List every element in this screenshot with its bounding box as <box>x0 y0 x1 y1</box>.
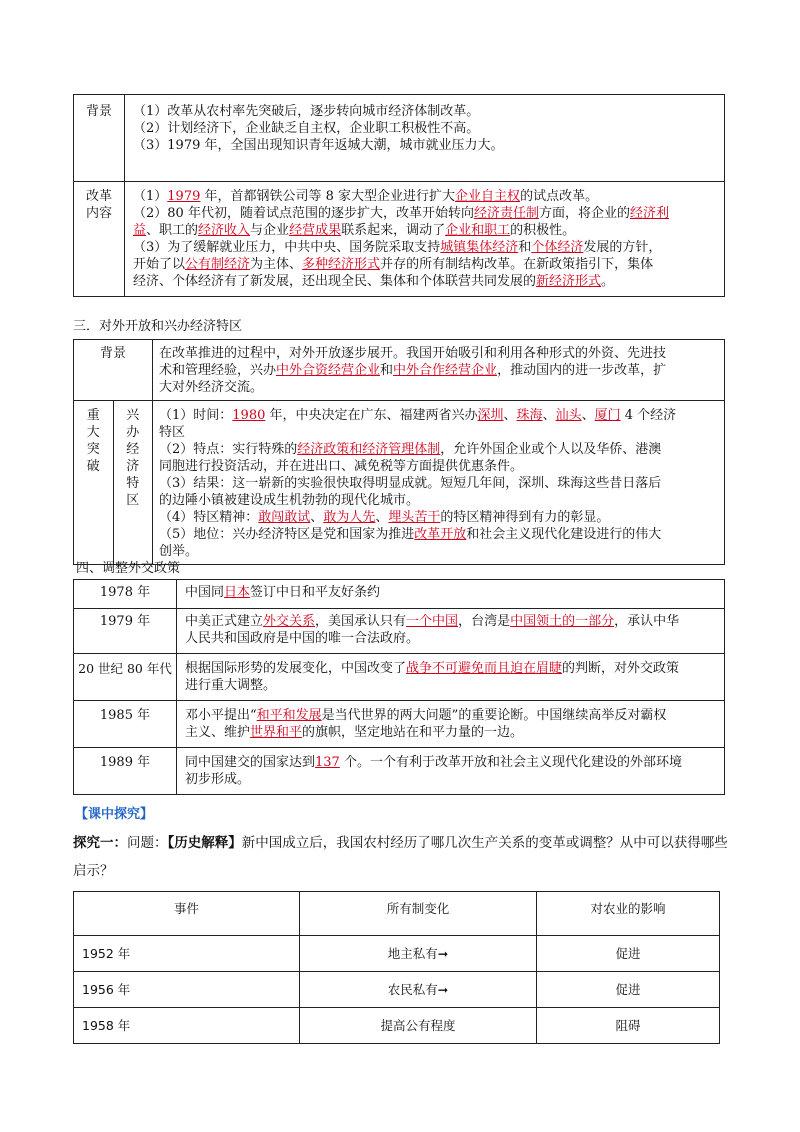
year-cell: 20 世纪 80 年代 <box>74 654 177 701</box>
impact-cell: 阻碍 <box>537 1008 720 1044</box>
impact-cell: 促进 <box>537 936 720 972</box>
arrow-icon: ➞ <box>437 982 449 997</box>
diplomacy-table <box>73 579 725 795</box>
major-breakthrough-label: 重 大 突 破 <box>74 401 114 565</box>
sez-label: 兴 办 经 济 特 区 <box>113 401 153 565</box>
reform-content <box>125 182 725 297</box>
opening-up-table <box>73 339 725 565</box>
bg-line-1: （1）改革从农村率先突破后，逐步转向城市经济体制改革。 <box>133 104 480 119</box>
section-4-title: 四、调整外交政策 <box>76 561 181 576</box>
year-cell: 1989 年 <box>74 748 177 795</box>
reform-table <box>73 94 725 297</box>
bg-line-2: （2）计划经济下，企业缺乏自主权，企业职工积极性不高。 <box>133 121 480 136</box>
year-cell: 1978 年 <box>74 580 177 609</box>
background-content <box>125 95 725 182</box>
event-cell: 邓小平提出“和平和发展是当代世界的两大问题”的重要论断。中国继续高举反对霸权 主义、维护世界和平的旗帜，坚定地站在和平力量的一边。 <box>177 701 725 748</box>
event-cell: 1958 年 <box>74 1008 300 1044</box>
ownership-cell: 农民私有➞ <box>300 972 537 1008</box>
content-line-5: 开始了以公有制经济为主体、多种经济形式并存的所有制结构改革。在新政策指引下，集体 <box>133 257 654 272</box>
ownership-cell: 提高公有程度 <box>300 1008 537 1044</box>
header-event: 事件 <box>74 892 300 936</box>
arrow-icon: ➞ <box>437 946 449 961</box>
event-cell: 1956 年 <box>74 972 300 1008</box>
header-impact: 对农业的影响 <box>537 892 720 936</box>
opening-background-content: 在改革推进的过程中，对外开放逐步展开。我国开始吸引和利用各种形式的外资、先进技 术和管理经验，兴办中外合资经营企业和中外合作经营企业，推动国内的进一步改革，扩 大对外经济交流。 <box>153 340 725 401</box>
content-line-1: （1）1979 年，首都钢铁公司等 8 家大型企业进行扩大企业自主权的试点改革。 <box>133 189 599 204</box>
year-cell: 1979 年 <box>74 609 177 654</box>
reform-content-label: 改革 内容 <box>74 182 125 297</box>
content-line-3: 益、职工的经济收入与企业经营成果联系起来，调动了企业和职工的积极性。 <box>133 223 576 238</box>
explore-question: 探究一：问题：【历史解释】新中国成立后，我国农村经历了哪几次生产关系的变革或调整？从中可以获得哪些启示？ <box>73 835 728 879</box>
explore-heading: 【课中探究】 <box>75 807 154 822</box>
year-cell: 1985 年 <box>74 701 177 748</box>
content-line-4: （3）为了缓解就业压力，中共中央、国务院采取支持城镇集体经济和个体经济发展的方针， <box>133 240 662 255</box>
event-cell: 中美正式建立外交关系，美国承认只有一个中国，台湾是中国领土的一部分，承认中华 人民共和国政府是中国的唯一合法政府。 <box>177 609 725 654</box>
background-label: 背景 <box>74 95 125 182</box>
event-cell: 1952 年 <box>74 936 300 972</box>
content-line-6: 经济、个体经济有了新发展，还出现全民、集体和个体联营共同发展的新经济形式。 <box>133 274 615 289</box>
sez-content: （1）时间：1980 年，中央决定在广东、福建两省兴办深圳、珠海、汕头、厦门 4 个经济 特区 （2）特点：实行特殊的经济政策和经济管理体制，允许外国企业或个人以及华侨、港澳 同胞进行投资活动，并在进出口、减免税等方面提供优惠条件。 （3）结果：这一崭新的实验很快取得明显成就。短短几年间，深圳、珠海这些昔日落后 的边陲小镇被建设成生机勃勃的现代化城市。 （4）特区精神：敢闯敢试、敢为人先、埋头苦干的特区精神得到有力的彰显。 （5）地位：兴办经济特区是党和国家为推进改革开放和社会主义现代化建设进行的伟大 创举。 <box>153 401 725 565</box>
impact-cell: 促进 <box>537 972 720 1008</box>
bg-line-3: （3）1979 年，全国出现知识青年返城大潮，城市就业压力大。 <box>133 138 504 153</box>
event-cell: 中国同日本签订中日和平友好条约 <box>177 580 725 609</box>
section-3-title: 三．对外开放和兴办经济特区 <box>73 319 243 334</box>
header-ownership: 所有制变化 <box>300 892 537 936</box>
content-line-2: （2）80 年代初，随着试点范围的逐步扩大，改革开始转向经济责任制方面，将企业的经济利 <box>133 206 669 221</box>
opening-background-label: 背景 <box>74 340 153 401</box>
event-cell: 同中国建交的国家达到137 个。一个有利于改革开放和社会主义现代化建设的外部环境 初步形成。 <box>177 748 725 795</box>
event-cell: 根据国际形势的发展变化，中国改变了战争不可避免而且迫在眉睫的判断，对外交政策 进行重大调整。 <box>177 654 725 701</box>
rural-reform-table <box>73 891 720 1044</box>
ownership-cell: 地主私有➞ <box>300 936 537 972</box>
